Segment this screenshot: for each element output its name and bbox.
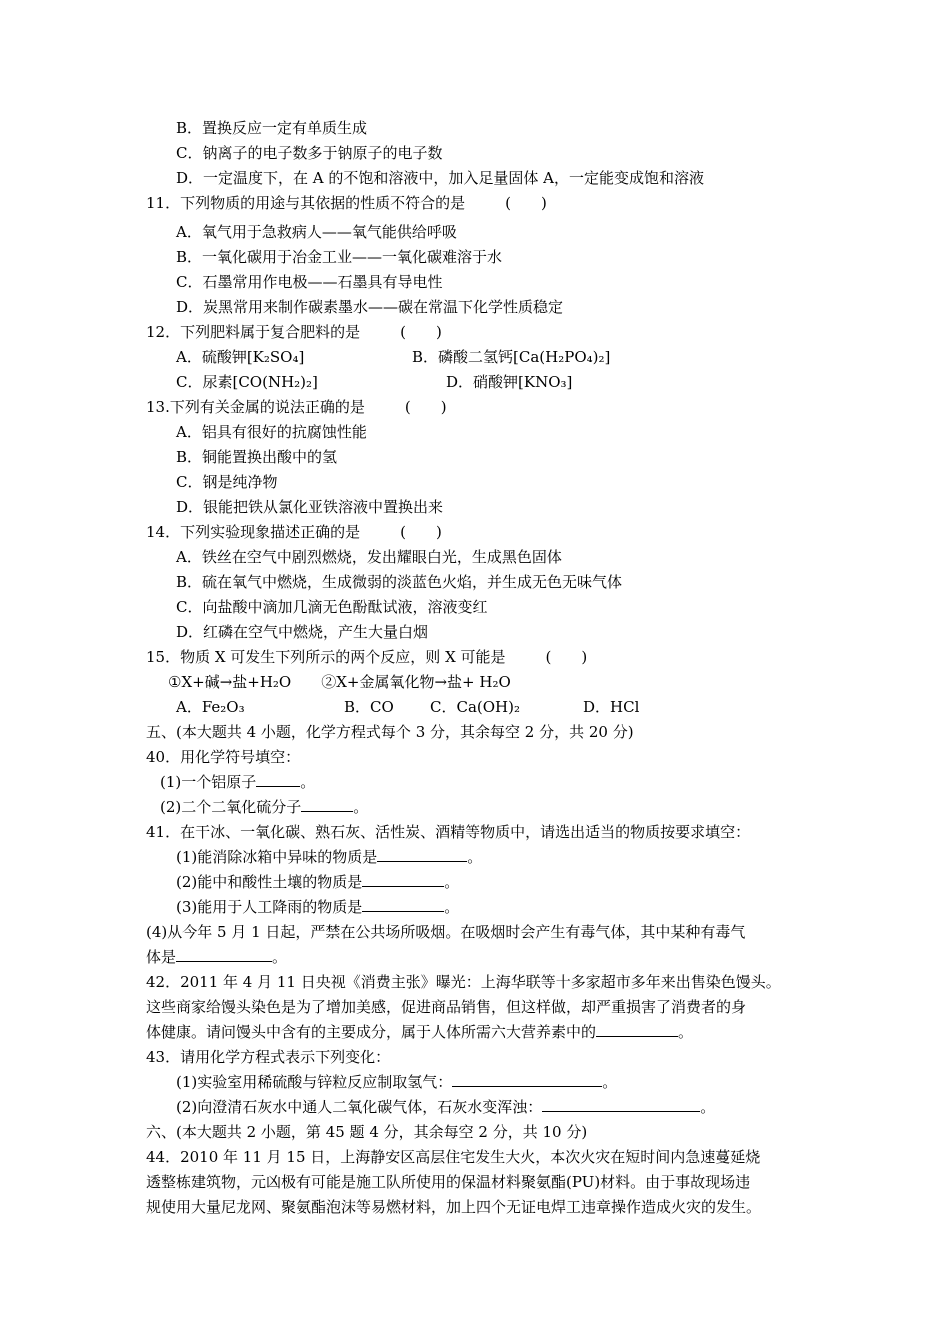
q41-blank-4[interactable]	[176, 947, 272, 962]
section-6-heading: 六、(本大题共 2 小题，第 45 题 4 分，其余每空 2 分，共 10 分)	[146, 1123, 588, 1141]
q15-option-d: D．HCl	[583, 698, 640, 716]
q13-option-d: D．银能把铁从氯化亚铁溶液中置换出来	[176, 498, 444, 516]
q41-part-1-text: (1)能消除冰箱中异味的物质是	[176, 848, 378, 866]
q41-part-3-text: (3)能用于人工降雨的物质是	[176, 898, 363, 916]
q15-stem	[146, 647, 587, 667]
q10-option-b: B．置换反应一定有单质生成	[176, 119, 368, 137]
q40-blank-2[interactable]	[301, 797, 353, 812]
q42-line-1: 42．2011 年 4 月 11 日央视《消费主张》曝光：上海华联等十多家超市多年来出售染色馒头。	[146, 973, 781, 991]
q41-part-4-text: 体是	[146, 948, 177, 966]
q41-blank-2[interactable]	[362, 872, 444, 887]
q11-option-a: A．氧气用于急救病人——氧气能供给呼吸	[176, 223, 457, 241]
q15-stem-text: 15．物质 X 可发生下列所示的两个反应，则 X 可能是	[146, 648, 506, 666]
q11-option-d: D．炭黑常用来制作碳素墨水——碳在常温下化学性质稳定	[176, 298, 564, 316]
q15-option-a: A．Fe₂O₃	[176, 698, 245, 716]
q41-part-2	[176, 872, 459, 892]
q13-stem-text: 13.下列有关金属的说法正确的是	[146, 398, 365, 416]
q14-option-b: B．硫在氧气中燃烧，生成微弱的淡蓝色火焰，并生成无色无味气体	[176, 573, 623, 591]
q41-part-4-line-2	[146, 947, 287, 967]
q40-blank-1[interactable]	[256, 772, 300, 787]
q42-blank[interactable]	[596, 1022, 678, 1037]
q15-option-b: B．CO	[344, 698, 394, 716]
q14-option-a: A．铁丝在空气中剧烈燃烧，发出耀眼白光，生成黑色固体	[176, 548, 562, 566]
q13-stem	[146, 397, 447, 417]
q41-part-1-end: 。	[467, 848, 483, 866]
q43-part-2-text: (2)向澄清石灰水中通人二氧化碳气体，石灰水变浑浊：	[176, 1098, 543, 1116]
q42-line-3	[146, 1022, 693, 1042]
q41-blank-3[interactable]	[362, 897, 444, 912]
q40-part-2-text: (2)二个二氧化硫分子	[160, 798, 302, 816]
q42-line-3-text: 体健康。请问馒头中含有的主要成分，属于人体所需六大营养素中的	[146, 1023, 597, 1041]
q11-stem	[146, 193, 547, 213]
q40-stem: 40．用化学符号填空：	[146, 748, 301, 766]
q43-part-1-text: (1)实验室用稀硫酸与锌粒反应制取氢气：	[176, 1073, 453, 1091]
q43-stem: 43．请用化学方程式表示下列变化：	[146, 1048, 391, 1066]
q14-stem	[146, 522, 442, 542]
q11-option-b: B．一氧化碳用于冶金工业——一氧化碳难溶于水	[176, 248, 503, 266]
q41-part-2-text: (2)能中和酸性土壤的物质是	[176, 873, 363, 891]
q13-answer-paren: ( )	[404, 398, 447, 416]
q44-line-3: 规使用大量尼龙网、聚氨酯泡沫等易燃材料，加上四个无证电焊工违章操作造成火灾的发生。	[146, 1198, 762, 1216]
q41-blank-1[interactable]	[377, 847, 467, 862]
q40-part-2	[160, 797, 368, 817]
q15-option-c: C．Ca(OH)₂	[430, 698, 520, 716]
section-5-heading: 五、(本大题共 4 小题，化学方程式每个 3 分，其余每空 2 分，共 20 分)	[146, 723, 634, 741]
q12-option-b: B．磷酸二氢钙[Ca(H₂PO₄)₂]	[412, 348, 611, 366]
q12-option-c: C．尿素[CO(NH₂)₂]	[176, 373, 318, 391]
q41-part-4-end: 。	[272, 948, 288, 966]
q15-answer-paren: ( )	[545, 648, 588, 666]
q40-part-1-end: 。	[300, 773, 316, 791]
q43-blank-2[interactable]	[542, 1097, 700, 1112]
q43-part-2-end: 。	[700, 1098, 716, 1116]
q43-part-1	[176, 1072, 617, 1092]
q15-reactions: ①X+碱→盐+H₂O ②X+金属氧化物→盐+ H₂O	[168, 673, 511, 691]
q11-answer-paren: ( )	[505, 194, 547, 212]
q11-stem-text: 11．下列物质的用途与其依据的性质不符合的是	[146, 194, 466, 212]
q42-line-2: 这些商家给馒头染色是为了增加美感，促进商品销售，但这样做，却严重损害了消费者的身	[146, 998, 747, 1016]
q41-part-4-line-1: (4)从今年 5 月 1 日起，严禁在公共场所吸烟。在吸烟时会产生有毒气体，其中某种有毒气	[146, 923, 746, 941]
q11-option-c: C．石墨常用作电极——石墨具有导电性	[176, 273, 443, 291]
q41-part-1	[176, 847, 482, 867]
q42-end: 。	[678, 1023, 694, 1041]
q40-part-1	[160, 772, 315, 792]
q14-answer-paren: ( )	[400, 523, 442, 541]
q12-stem	[146, 322, 442, 342]
q40-part-1-text: (1)一个铝原子	[160, 773, 257, 791]
q12-option-d: D．硝酸钾[KNO₃]	[446, 373, 573, 391]
q13-option-b: B．铜能置换出酸中的氢	[176, 448, 338, 466]
q44-line-1: 44．2010 年 11 月 15 日，上海静安区高层住宅发生大火，本次火灾在短时间内急速蔓延烧	[146, 1148, 761, 1166]
q14-option-d: D．红磷在空气中燃烧，产生大量白烟	[176, 623, 429, 641]
q12-answer-paren: ( )	[400, 323, 442, 341]
q14-stem-text: 14．下列实验现象描述正确的是	[146, 523, 361, 541]
q41-stem: 41．在干冰、一氧化碳、熟石灰、活性炭、酒精等物质中，请选出适当的物质按要求填空：	[146, 823, 751, 841]
q41-part-3	[176, 897, 459, 917]
q41-part-3-end: 。	[444, 898, 460, 916]
q13-option-c: C．钢是纯净物	[176, 473, 278, 491]
q43-part-1-end: 。	[602, 1073, 618, 1091]
q43-part-2	[176, 1097, 715, 1117]
q40-part-2-end: 。	[353, 798, 369, 816]
q44-line-2: 透整栋建筑物，元凶极有可能是施工队所使用的保温材料聚氨酯(PU)材料。由于事故现场违	[146, 1173, 751, 1191]
q41-part-2-end: 。	[444, 873, 460, 891]
q13-option-a: A．铝具有很好的抗腐蚀性能	[176, 423, 367, 441]
q14-option-c: C．向盐酸中滴加几滴无色酚酞试液，溶液变红	[176, 598, 488, 616]
q12-stem-text: 12．下列肥料属于复合肥料的是	[146, 323, 361, 341]
q10-option-c: C．钠离子的电子数多于钠原子的电子数	[176, 144, 443, 162]
q12-option-a: A．硫酸钾[K₂SO₄]	[176, 348, 305, 366]
q10-option-d: D．一定温度下，在 A 的不饱和溶液中，加入足量固体 A，一定能变成饱和溶液	[176, 169, 704, 187]
q43-blank-1[interactable]	[452, 1072, 602, 1087]
